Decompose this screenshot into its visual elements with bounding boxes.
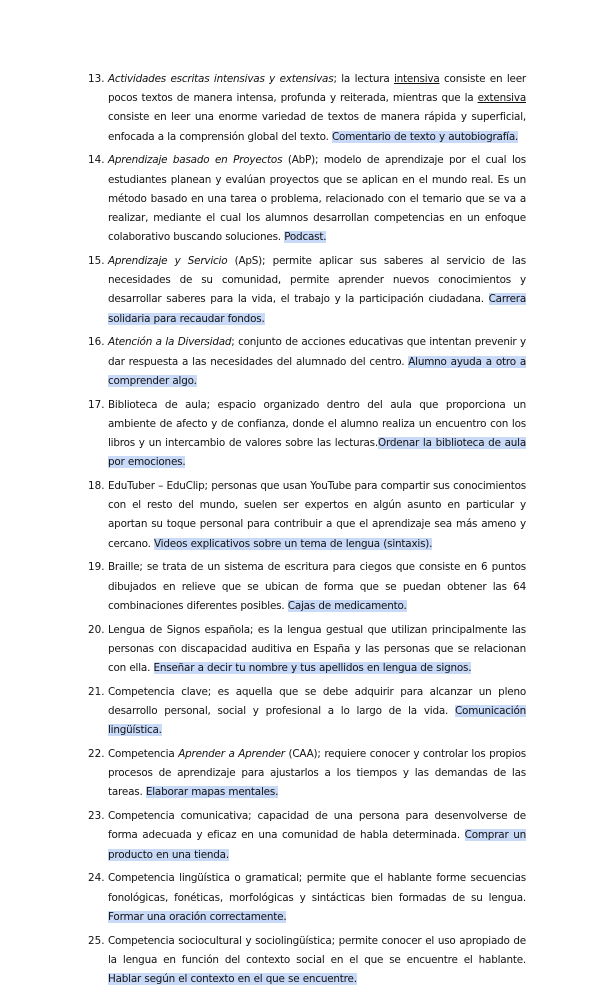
item-number: 19. — [88, 561, 105, 574]
item-text: Competencia Aprender a Aprender (CAA); requiere conocer y controlar los propios procesos de aprendizaje para ajustarlos a los tiempos y las demandas de las tareas. Elaborar mapas mentales. — [108, 748, 526, 799]
item-number: 16. — [88, 336, 105, 349]
glossary-item-25 — [88, 932, 526, 990]
example-highlight: Cajas de medicamento. — [287, 599, 407, 612]
item-text: Atención a la Diversidad; conjunto de acciones educativas que intentan prevenir y dar respuesta a las necesidades del alumnado del centro. Alumno ayuda a otro a comprender algo. — [108, 336, 526, 387]
example-highlight: Podcast. — [284, 231, 327, 244]
glossary-list — [88, 70, 526, 994]
glossary-item-13 — [88, 70, 526, 147]
underlined-word: intensiva — [393, 73, 440, 85]
glossary-item-20 — [88, 621, 526, 679]
example-highlight: Alumno ayuda a otro a comprender algo. — [108, 355, 526, 387]
item-term: Atención a la Diversidad — [108, 336, 232, 349]
glossary-item-24 — [88, 869, 526, 927]
glossary-item-23 — [88, 807, 526, 865]
item-number: 17. — [88, 398, 105, 411]
example-highlight: Comentario de texto y autobiografía. — [331, 130, 519, 143]
example-highlight: Elaborar mapas mentales. — [145, 786, 279, 799]
item-term: Aprendizaje y Servicio — [108, 255, 228, 268]
item-number: 13. — [88, 73, 105, 85]
glossary-item-16 — [88, 333, 526, 391]
glossary-item-14 — [88, 151, 526, 247]
item-text: Aprendizaje y Servicio (ApS); permite aplicar sus saberes al servicio de las necesidades de su comunidad, permite aprender nuevos conocimientos y desarrollar saberes para la vida, el trabajo y la participación ciudadana. Carrera solidaria para recaudar fondos. — [108, 255, 527, 325]
example-highlight: Formar una oración correctamente. — [108, 910, 287, 923]
item-text: Competencia clave; es aquella que se debe adquirir para alcanzar un pleno desarrollo personal, social y profesional a lo largo de la vida. Comunicación lingüística. — [108, 685, 526, 737]
example-highlight: Comunicación lingüística. — [108, 705, 526, 737]
item-text: Lengua de Signos española; es la lengua gestual que utilizan principalmente las personas con discapacidad auditiva en España y las personas que se relacionan con ella. Enseñar a decir tu nombre y tus apellidos en lengua de signos. — [108, 623, 526, 675]
item-text: Competencia comunicativa; capacidad de una persona para desenvolverse de forma adecuada y eficaz en una comunidad de habla determinada. Comprar un producto en una tienda. — [108, 810, 527, 861]
item-number: 14. — [88, 154, 105, 167]
glossary-item-18 — [88, 477, 526, 554]
item-text: Biblioteca de aula; espacio organizado dentro del aula que proporciona un ambiente de afecto y de confianza, donde el alumno realiza un encuentro con los libros y un intercambio de valores sobre las lecturas.Ordenar la biblioteca de aula por emociones. — [108, 398, 527, 469]
example-highlight: Comprar un producto en una tienda. — [108, 829, 527, 861]
item-term: Aprender a Aprender — [178, 748, 285, 761]
underlined-word: extensiva — [477, 92, 526, 105]
item-number: 23. — [88, 810, 105, 823]
item-number: 20. — [88, 623, 105, 636]
item-term: Actividades escritas intensivas y extensivas — [108, 73, 334, 85]
glossary-item-21 — [88, 683, 526, 741]
item-text: Competencia sociocultural y sociolingüística; permite conocer el uso apropiado de la lengua en función del contexto social en el que se encuentre el hablante. Hablar según el contexto en el que se encuentre. — [108, 934, 526, 986]
item-number: 22. — [88, 748, 105, 761]
item-text: EduTuber – EduClip; personas que usan YouTube para compartir sus conocimientos con el resto del mundo, suelen ser expertos en algún asunto en particular y aportan su toque personal para contribuir a que el aprendizaje sea más ameno y cercano. Videos explicativos sobre un tema de lengua (sintaxis). — [108, 480, 526, 550]
glossary-item-22 — [88, 745, 526, 803]
item-text: Aprendizaje basado en Proyectos (AbP); modelo de aprendizaje por el cual los estudiantes planean y evalúan proyectos que se aplican en el mundo real. Es un método basado en una tarea o problema, relacionado con el temario que se va a realizar, mediante el cual los alumnos desarrollan competencias en un enfoque colaborativo buscando soluciones. Podcast. — [108, 154, 526, 244]
item-number: 24. — [88, 872, 105, 885]
example-highlight: Hablar según el contexto en el que se encuentre. — [108, 973, 357, 986]
item-number: 18. — [88, 480, 105, 493]
item-number: 21. — [88, 685, 105, 698]
item-text: Braille; se trata de un sistema de escritura para ciegos que consiste en 6 puntos dibujados en relieve que se ubican de forma que se puedan obtener las 64 combinaciones diferentes posibles. Cajas de medicamento. — [108, 561, 526, 612]
glossary-item-19 — [88, 558, 526, 616]
item-text: Actividades escritas intensivas y extensivas; la lectura intensiva consiste en leer pocos textos de manera intensa, profunda y reiterada, mientras que la extensiva consiste en leer una enorme variedad de textos de manera rápida y superficial, enfocada a la comprensión global del texto. Comentario de texto y autobiografía. — [108, 73, 526, 143]
item-text: Competencia lingüística o gramatical; permite que el hablante forme secuencias fonológicas, fonéticas, morfológicas y sintácticas bien formadas de su lengua. Formar una oración correctamente. — [108, 872, 526, 923]
example-highlight: Videos explicativos sobre un tema de lengua (sintaxis). — [154, 537, 433, 550]
item-term: Aprendizaje basado en Proyectos — [108, 154, 283, 167]
glossary-item-17 — [88, 396, 526, 473]
example-highlight: Ordenar la biblioteca de aula por emociones. — [108, 437, 527, 469]
item-number: 25. — [88, 934, 105, 947]
item-number: 15. — [88, 255, 105, 268]
example-highlight: Carrera solidaria para recaudar fondos. — [108, 293, 526, 325]
example-highlight: Enseñar a decir tu nombre y tus apellidos en lengua de signos. — [153, 662, 472, 675]
glossary-item-15 — [88, 252, 526, 329]
